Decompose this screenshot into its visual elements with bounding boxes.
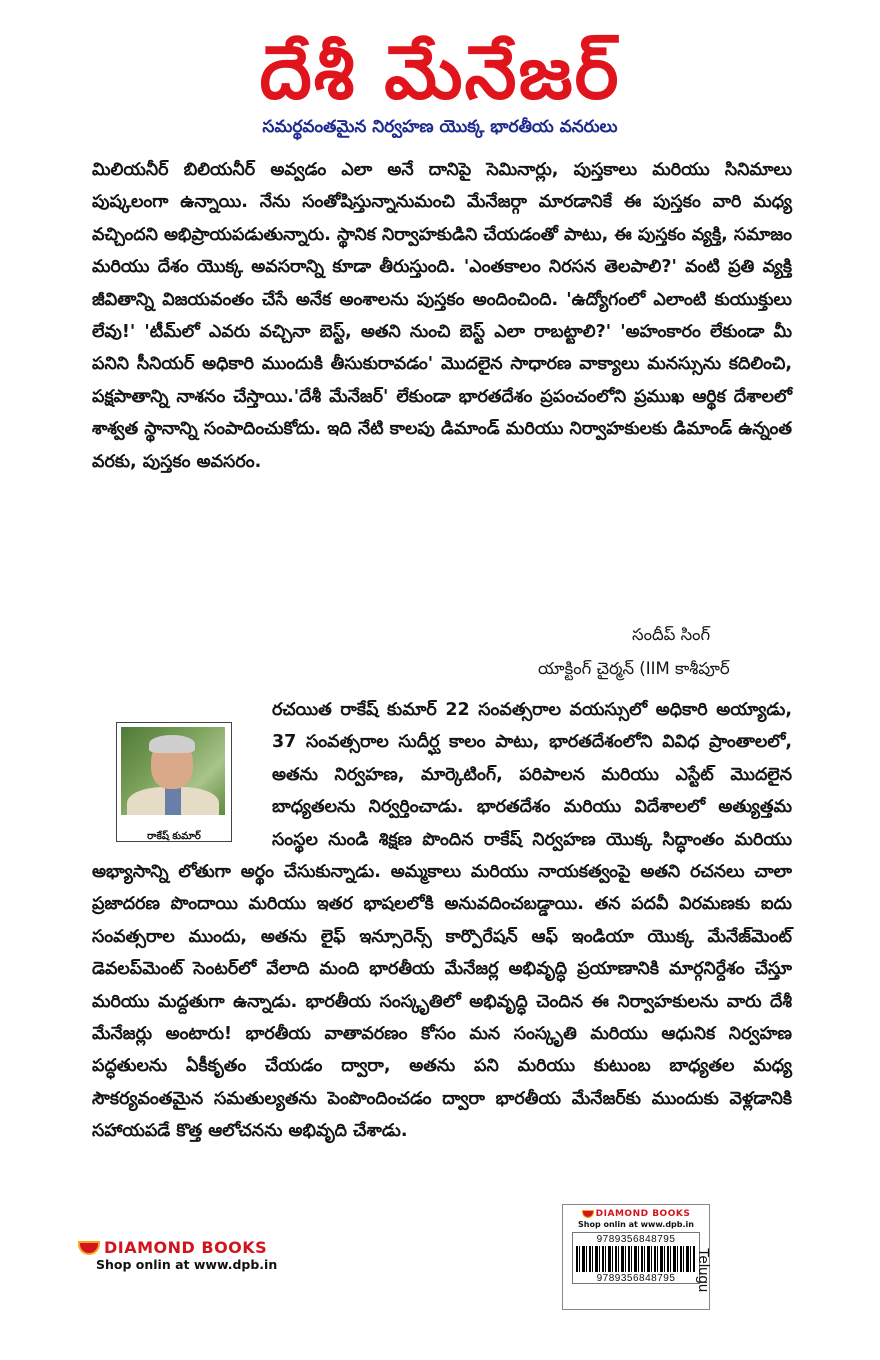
barcode-tagline: Shop onlin at www.dpb.in [578,1220,694,1229]
isbn-bottom: 9789356848795 [596,1273,676,1284]
author-bio-text: రచయిత రాకేష్ కుమార్ 22 సంవత్సరాల వయస్సులో అధికారి అయ్యాడు, 37 సంవత్సరాల సుదీర్ఘ కాలం పాటు, భారతదేశంలోని వివిధ ప్రాంతాలలో, అతను నిర్వహణ, మార్కెటింగ్, పరిపాలన మరియు ఎస్టేట్ మొదలైన బాధ్యతలను నిర్వర్తించాడు. భారతదేశం మరియు విదేశాలలో అత్యుత్తమ సంస్థల నుండి శిక్షణ పొందిన రాకేష్ నిర్వహణ యొక్క సిద్ధాంతం మరియు అభ్యాసాన్ని లోతుగా అర్థం చేసుకున్నాడు. అమ్మకాలు మరియు నాయకత్వంపై అతని రచనలు చాలా ప్రజాదరణ పొందాయి మరియు ఇతర భాషలలోకి అనువదించబడ్డాయి. తన పదవీ విరమణకు ఐదు సంవత్సరాల ముందు, అతను లైఫ్ ఇన్సూరెన్స్ కార్పొరేషన్ ఆఫ్ ఇండియా యొక్క మేనేజ్‌మెంట్ డెవలప్‌మెంట్ సెంటర్‌లో వేలాది మంది భారతీయ మేనేజర్ల అభివృద్ధి ప్రయాణానికి మార్గనిర్దేశం చేస్తూ మరియు మద్దతుగా ఉన్నాడు. భారతీయ సంస్కృతిలో అభివృద్ధి చెందిన ఈ నిర్వాహకులను వారు దేశీ మేనేజర్లు అంటారు! భారతీయ వాతావరణం కోసం మన సంస్కృతి మరియు ఆధునిక నిర్వహణ పద్ధతులను ఏకీకృతం చేయడం ద్వారా, అతను పని మరియు కుటుంబ బాధ్యతల మధ్య సౌకర్యవంతమైన సమతుల్యతను పెంపొందించడం ద్వారా భారతీయ మేనేజర్‌కు ముందుకు వెళ్లడానికి సహాయపడే కొత్త ఆలోచనను అభివృది చేశాడు. [92,700,792,1142]
lotus-icon [582,1210,594,1218]
language-label: Telugu [695,1248,712,1293]
signature-title: యాక్టింగ్ చైర్మన్ (IIM కాశీపూర్ [538,659,730,678]
author-bio-section [92,694,792,1148]
publisher-tagline: Shop onlin at www.dpb.in [96,1257,278,1272]
barcode-card [562,1204,710,1310]
publisher-brand: DIAMOND BOOKS [104,1238,268,1257]
blurb-paragraph: మిలియనీర్ బిలియనీర్ అవ్వడం ఎలా అనే దానిపై సెమినార్లు, పుస్తకాలు మరియు సినిమాలు పుష్కలంగా ఉన్నాయి. నేను సంతోషిస్తున్నానుమంచి మేనేజర్గా మారడానికే ఈ పుస్తకం వారి మధ్య వచ్చిందని అభిప్రాయపడుతున్నారు. స్థానిక నిర్వాహకుడిని చేయడంతో పాటు, ఈ పుస్తకం వ్యక్తి, సమాజం మరియు దేశం యొక్క అవసరాన్ని కూడా తీరుస్తుంది. 'ఎంతకాలం నిరసన తెలపాలి?' వంటి ప్రతి వ్యక్తి జీవితాన్ని విజయవంతం చేసే అనేక అంశాలను పుస్తకం అందించింది. 'ఉద్యోగంలో ఎలాంటి కుయుక్తులు లేవు!' 'టీమ్‌లో ఎవరు వచ్చినా బెస్ట్, అతని నుంచి బెస్ట్ ఎలా రాబట్టాలి?' 'అహంకారం లేకుండా మీ పనిని సీనియర్ అధికారి ముందుకి తీసుకురావడం' మొదలైన సాధారణ వాక్యాలు మనస్సును కదిలించి, పక్షపాతాన్ని నాశనం చేస్తాయి.'దేశీ మేనేజర్' లేకుండా భారతదేశం ప్రపంచంలోని ప్రముఖ ఆర్థిక దేశాలలో శాశ్వత స్థానాన్ని సంపాదించుకోదు. ఇది నేటి కాలపు డిమాండ్ మరియు నిర్వాహకులకు డిమాండ్ ఉన్నంత వరకు, పుస్తకం అవసరం. [92,160,792,472]
barcode-bars-icon [576,1246,696,1272]
book-subtitle: సమర్థవంతమైన నిర్వహణ యొక్క భారతీయ వనరులు [262,117,618,137]
author-photo [121,727,225,815]
publisher-logo [78,1238,277,1272]
book-title: దేశీ మేనేజర్ [259,30,621,116]
author-photo-frame [116,722,232,842]
barcode-brand: DIAMOND BOOKS [595,1209,691,1219]
isbn-top: 9789356848795 [596,1234,676,1245]
signature-name: సందీప్ సింగ్ [632,625,711,644]
lotus-icon [78,1241,100,1255]
isbn-barcode [572,1232,700,1284]
author-photo-caption: రాకేష్ కుమార్ [147,831,201,842]
